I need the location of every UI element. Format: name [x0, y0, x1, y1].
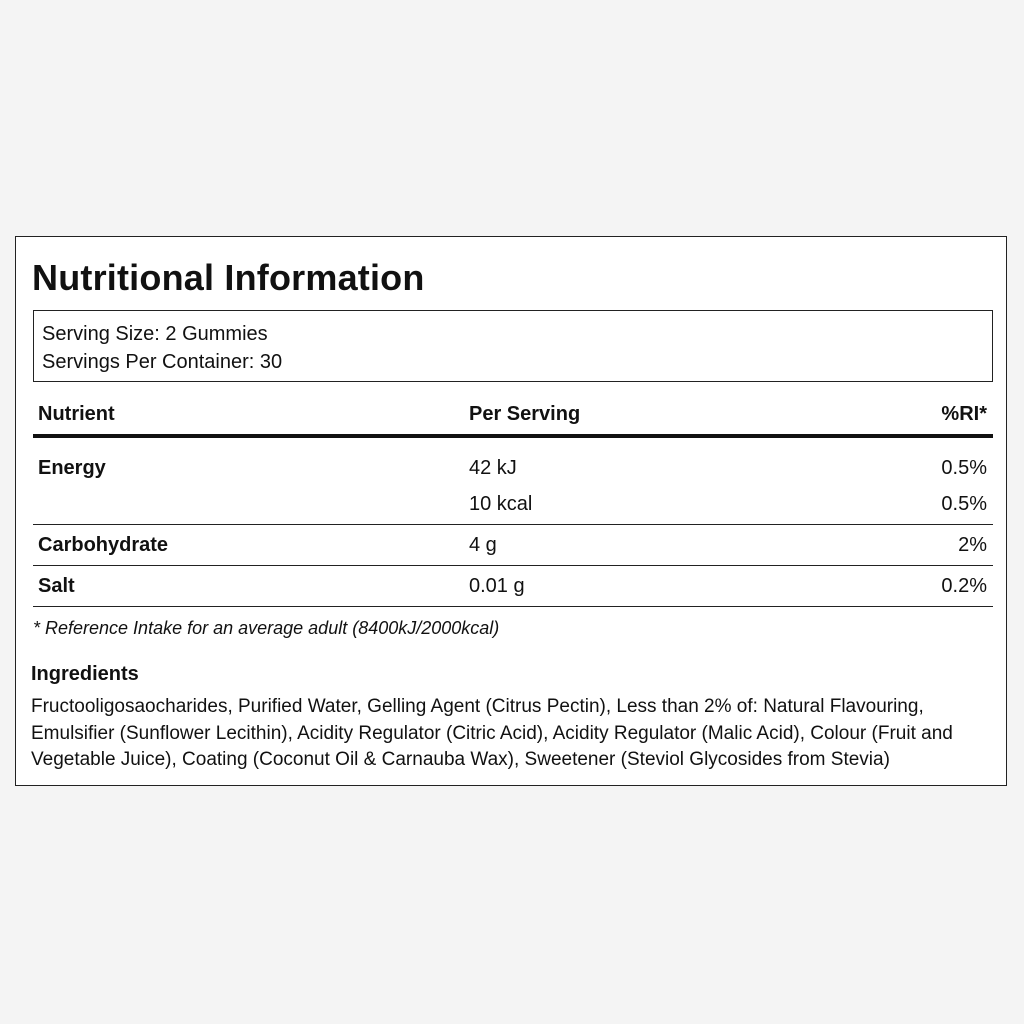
- header-ri: %RI*: [941, 403, 987, 425]
- serving-size: Serving Size: 2 Gummies: [42, 323, 268, 345]
- header-nutrient: Nutrient: [38, 403, 115, 425]
- table-row-energy-kcal: [33, 483, 993, 525]
- nutrition-table: [33, 394, 993, 607]
- table-row-carbohydrate: [33, 525, 993, 566]
- nutrient-name: Salt: [38, 575, 75, 597]
- ri-value: 0.5%: [941, 457, 987, 479]
- ri-value: 2%: [958, 534, 987, 556]
- ri-value: 0.2%: [941, 575, 987, 597]
- ri-value: 0.5%: [941, 493, 987, 515]
- table-header-row: [33, 394, 993, 438]
- reference-intake-footnote: * Reference Intake for an average adult (8400kJ/2000kcal): [33, 618, 500, 638]
- per-serving-value: 10 kcal: [469, 493, 533, 515]
- ingredients-heading: Ingredients: [31, 663, 139, 685]
- nutrient-name: Energy: [38, 457, 106, 479]
- ingredients-text: Fructooligosaocharides, Purified Water, Gelling Agent (Citrus Pectin), Less than 2% of: Natural Flavouring, Emulsifier (Sunflower Lecithin), Acidity Regulator (Citric Acid), Acidity Regulator (Malic Acid), Colour (Fruit and Vegetable Juice), Coating (Coconut Oil & Carnauba Wax), Sweetener (Steviol Glycosides from Stevia): [31, 696, 953, 770]
- header-per-serving: Per Serving: [469, 403, 581, 425]
- servings-per-container: Servings Per Container: 30: [42, 351, 283, 373]
- page-title: Nutritional Information: [32, 257, 425, 298]
- per-serving-value: 4 g: [469, 534, 497, 556]
- per-serving-value: 42 kJ: [469, 457, 517, 479]
- nutrient-name: Carbohydrate: [38, 534, 169, 556]
- per-serving-value: 0.01 g: [469, 575, 525, 597]
- serving-info-box: [33, 310, 993, 382]
- nutrition-panel: [15, 236, 1007, 786]
- table-row-salt: [33, 566, 993, 607]
- table-row-energy-kj: [33, 438, 993, 483]
